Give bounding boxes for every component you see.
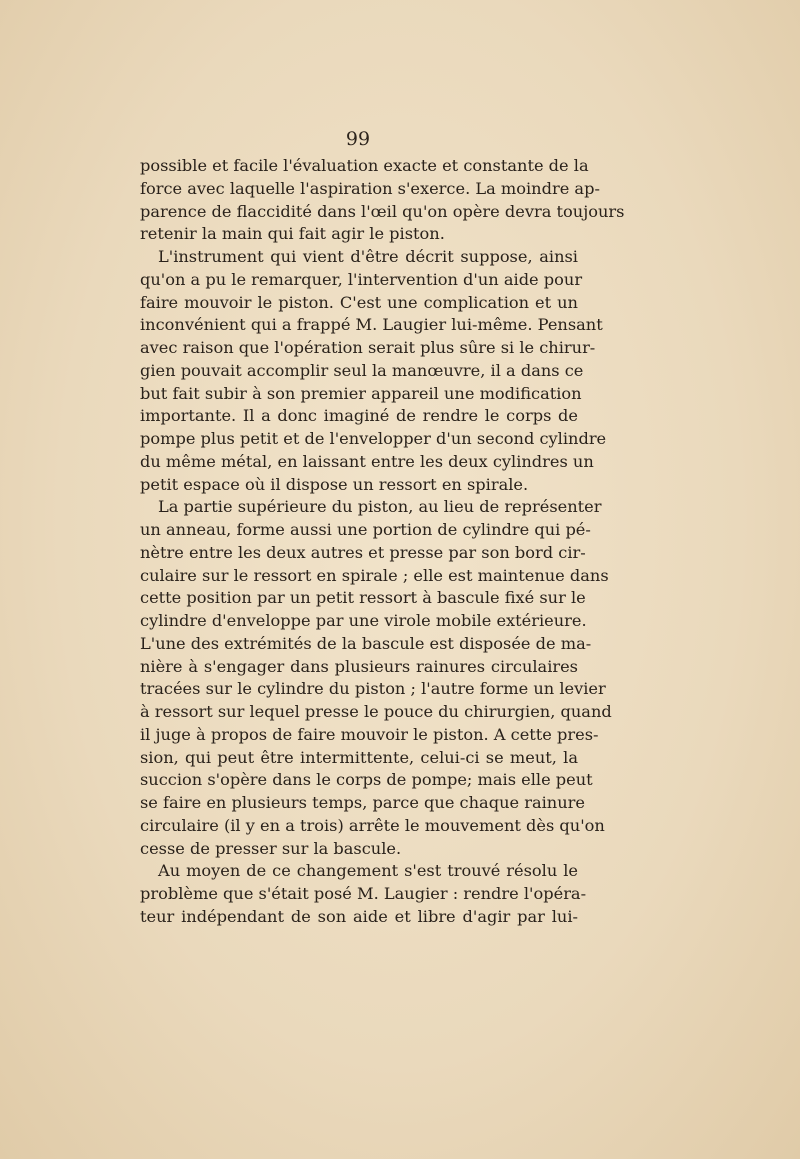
text-line: se faire en plusieurs temps, parce que chaque rainure: [140, 793, 585, 812]
text-line: force avec laquelle l'aspiration s'exerce. La moindre ap-: [140, 178, 600, 198]
text-line: cette position par un petit ressort à bascule fixé sur le: [140, 588, 586, 608]
text-line: culaire sur le ressort en spirale ; elle est maintenue dans: [140, 565, 609, 585]
text-line: La partie supérieure du piston, au lieu de représenter: [158, 497, 602, 517]
body-text: [140, 155, 625, 929]
text-line: qu'on a pu le remarquer, l'intervention d'un aide pour: [140, 269, 583, 289]
text-line: il juge à propos de faire mouvoir le piston. A cette pres-: [140, 724, 599, 744]
text-line: cylindre d'enveloppe par une virole mobile extérieure.: [140, 611, 587, 630]
text-line: à ressort sur lequel presse le pouce du chirurgien, quand: [140, 702, 612, 721]
text-line: but fait subir à son premier appareil une modification: [140, 383, 582, 403]
text-line: du même métal, en laissant entre les deux cylindres un: [140, 451, 594, 471]
text-line: importante. Il a donc imaginé de rendre le corps de: [140, 406, 578, 426]
text-line: petit espace où il dispose un ressort en spirale.: [140, 474, 529, 494]
text-line: succion s'opère dans le corps de pompe; mais elle peut: [140, 770, 593, 790]
page-number: 99: [345, 128, 371, 150]
text-line: L'une des extrémités de la bascule est disposée de ma-: [140, 633, 592, 653]
text-line: faire mouvoir le piston. C'est une complication et un: [140, 292, 578, 312]
text-line: problème que s'était posé M. Laugier : rendre l'opéra-: [140, 884, 587, 903]
text-line: un anneau, forme aussi une portion de cylindre qui pé-: [140, 520, 591, 539]
text-line: circulaire (il y en a trois) arrête le mouvement dès qu'on: [140, 815, 605, 835]
text-line: Au moyen de ce changement s'est trouvé résolu le: [158, 861, 578, 881]
text-line: tracées sur le cylindre du piston ; l'autre forme un levier: [140, 679, 606, 699]
text-line: pompe plus petit et de l'envelopper d'un second cylindre: [140, 429, 607, 448]
text-line: parence de flaccidité dans l'œil qu'on opère devra toujours: [140, 201, 625, 221]
text-line: teur indépendant de son aide et libre d'agir par lui-: [140, 906, 578, 926]
text-line: inconvénient qui a frappé M. Laugier lui-même. Pensant: [140, 315, 603, 335]
text-line: nètre entre les deux autres et presse par son bord cir-: [140, 542, 586, 562]
text-line: avec raison que l'opération serait plus sûre si le chirur-: [140, 338, 596, 357]
text-line: nière à s'engager dans plusieurs rainures circulaires: [140, 656, 578, 676]
text-line: retenir la main qui fait agir le piston.: [140, 224, 445, 244]
text-line: gien pouvait accomplir seul la manœuvre, il a dans ce: [140, 360, 584, 380]
text-line: possible et facile l'évaluation exacte et constante de la: [140, 156, 589, 175]
text-line: L'instrument qui vient d'être décrit suppose, ainsi: [158, 247, 578, 266]
text-line: cesse de presser sur la bascule.: [140, 838, 402, 858]
text-line: sion, qui peut être intermittente, celui-ci se meut, la: [140, 747, 578, 767]
